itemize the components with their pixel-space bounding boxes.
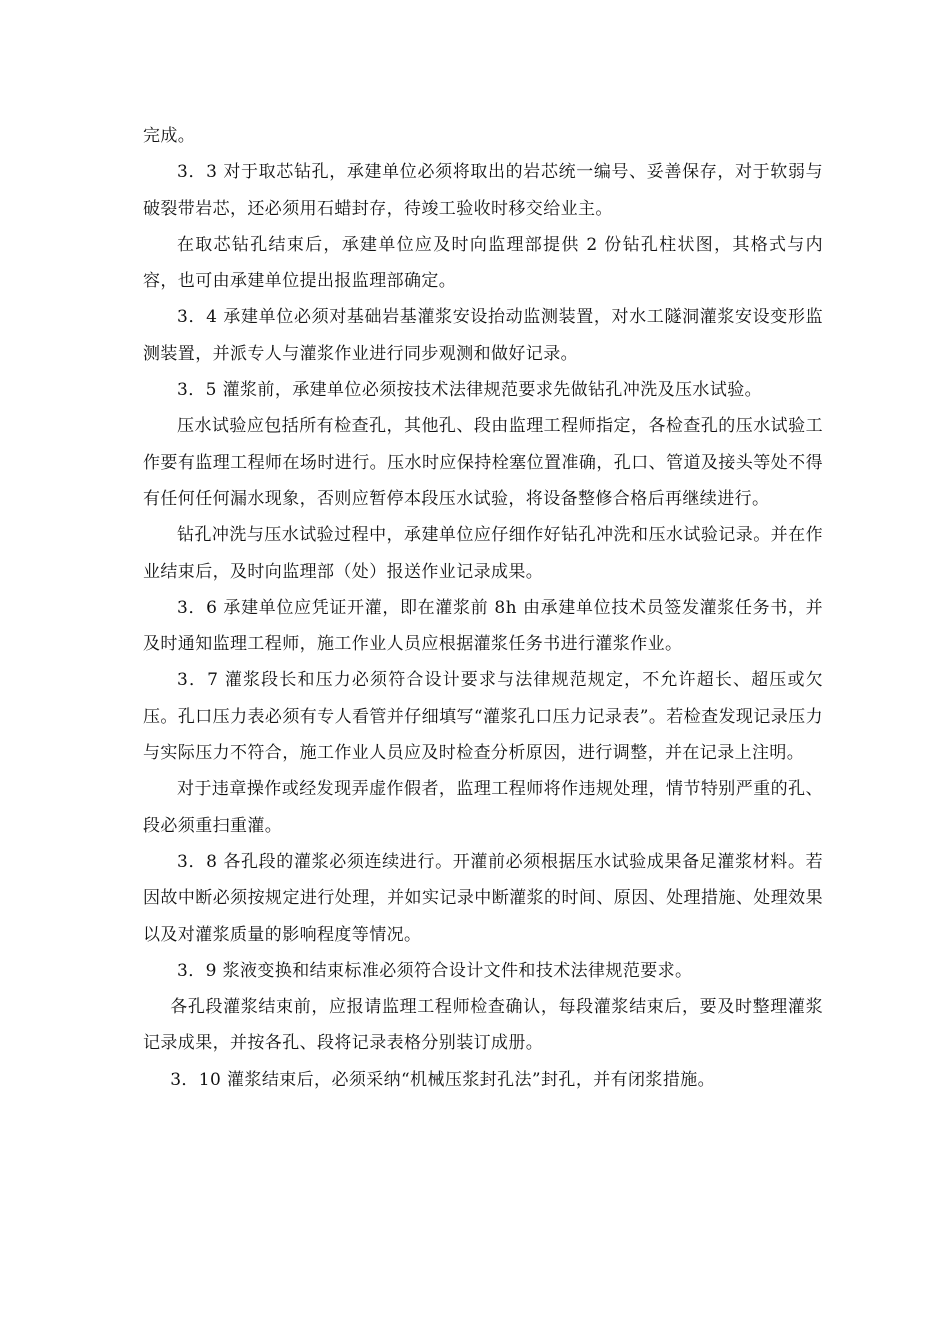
paragraph-water-pressure-test: 压水试验应包括所有检查孔，其他孔、段由监理工程师指定，各检查孔的压水试验工作要有监理工程师在场时进行。压水时应保持栓塞位置准确，孔口、管道及接头等处不得有任何任何漏水现象，否则应暂停本段压水试验，将设备整修合格后再继续进行。: [143, 416, 823, 509]
paragraph-3-4: 3．4 承建单位必须对基础岩基灌浆安设抬动监测装置，对水工隧洞灌浆安设变形监测装置，并派专人与灌浆作业进行同步观测和做好记录。: [143, 307, 823, 364]
paragraph-3-5: 3．5 灌浆前，承建单位必须按技术法律规范要求先做钻孔冲洗及压水试验。: [177, 380, 763, 401]
paragraph-completion: 完成。: [143, 126, 196, 146]
paragraph-3-3: 3．3 对于取芯钻孔，承建单位必须将取出的岩芯统一编号、妥善保存，对于软弱与破裂带岩芯，还必须用石蜡封存，待竣工验收时移交给业主。: [143, 162, 823, 219]
paragraph-core-drilling-report: 在取芯钻孔结束后，承建单位应及时向监理部提供 2 份钻孔柱状图，其格式与内容，也可由承建单位提出报监理部确定。: [143, 234, 823, 292]
paragraph-3-6: 3．6 承建单位应凭证开灌，即在灌浆前 8h 由承建单位技术员签发灌浆任务书，并及时通知监理工程师，施工作业人员应根据灌浆任务书进行灌浆作业。: [143, 597, 823, 655]
paragraph-3-10: 3．10 灌浆结束后，必须采纳“机械压浆封孔法”封孔，并有闭浆措施。: [170, 1069, 716, 1090]
paragraph-grouting-completion-check: 各孔段灌浆结束前，应报请监理工程师检查确认，每段灌浆结束后，要及时整理灌浆记录成果，并按各孔、段将记录表格分别装订成册。: [143, 997, 823, 1054]
paragraph-violations: 对于违章操作或经发现弄虚作假者，监理工程师将作违规处理，情节特别严重的孔、段必须重扫重灌。: [143, 779, 823, 836]
paragraph-flushing-records: 钻孔冲洗与压水试验过程中，承建单位应仔细作好钻孔冲洗和压水试验记录。并在作业结束后，及时向监理部（处）报送作业记录成果。: [143, 525, 823, 582]
paragraph-3-7: 3．7 灌浆段长和压力必须符合设计要求与法律规范规定，不允许超长、超压或欠压。孔口压力表必须有专人看管并仔细填写“灌浆孔口压力记录表”。若检查发现记录压力与实际压力不符合，施工作业人员应及时检查分析原因，进行调整，并在记录上注明。: [143, 670, 823, 764]
paragraph-3-9: 3．9 浆液变换和结束标准必须符合设计文件和技术法律规范要求。: [177, 960, 693, 981]
document-body: [143, 118, 823, 1098]
paragraph-3-8: 3．8 各孔段的灌浆必须连续进行。开灌前必须根据压水试验成果备足灌浆材料。若因故中断必须按规定进行处理，并如实记录中断灌浆的时间、原因、处理措施、处理效果以及对灌浆质量的影响程度等情况。: [143, 851, 823, 945]
